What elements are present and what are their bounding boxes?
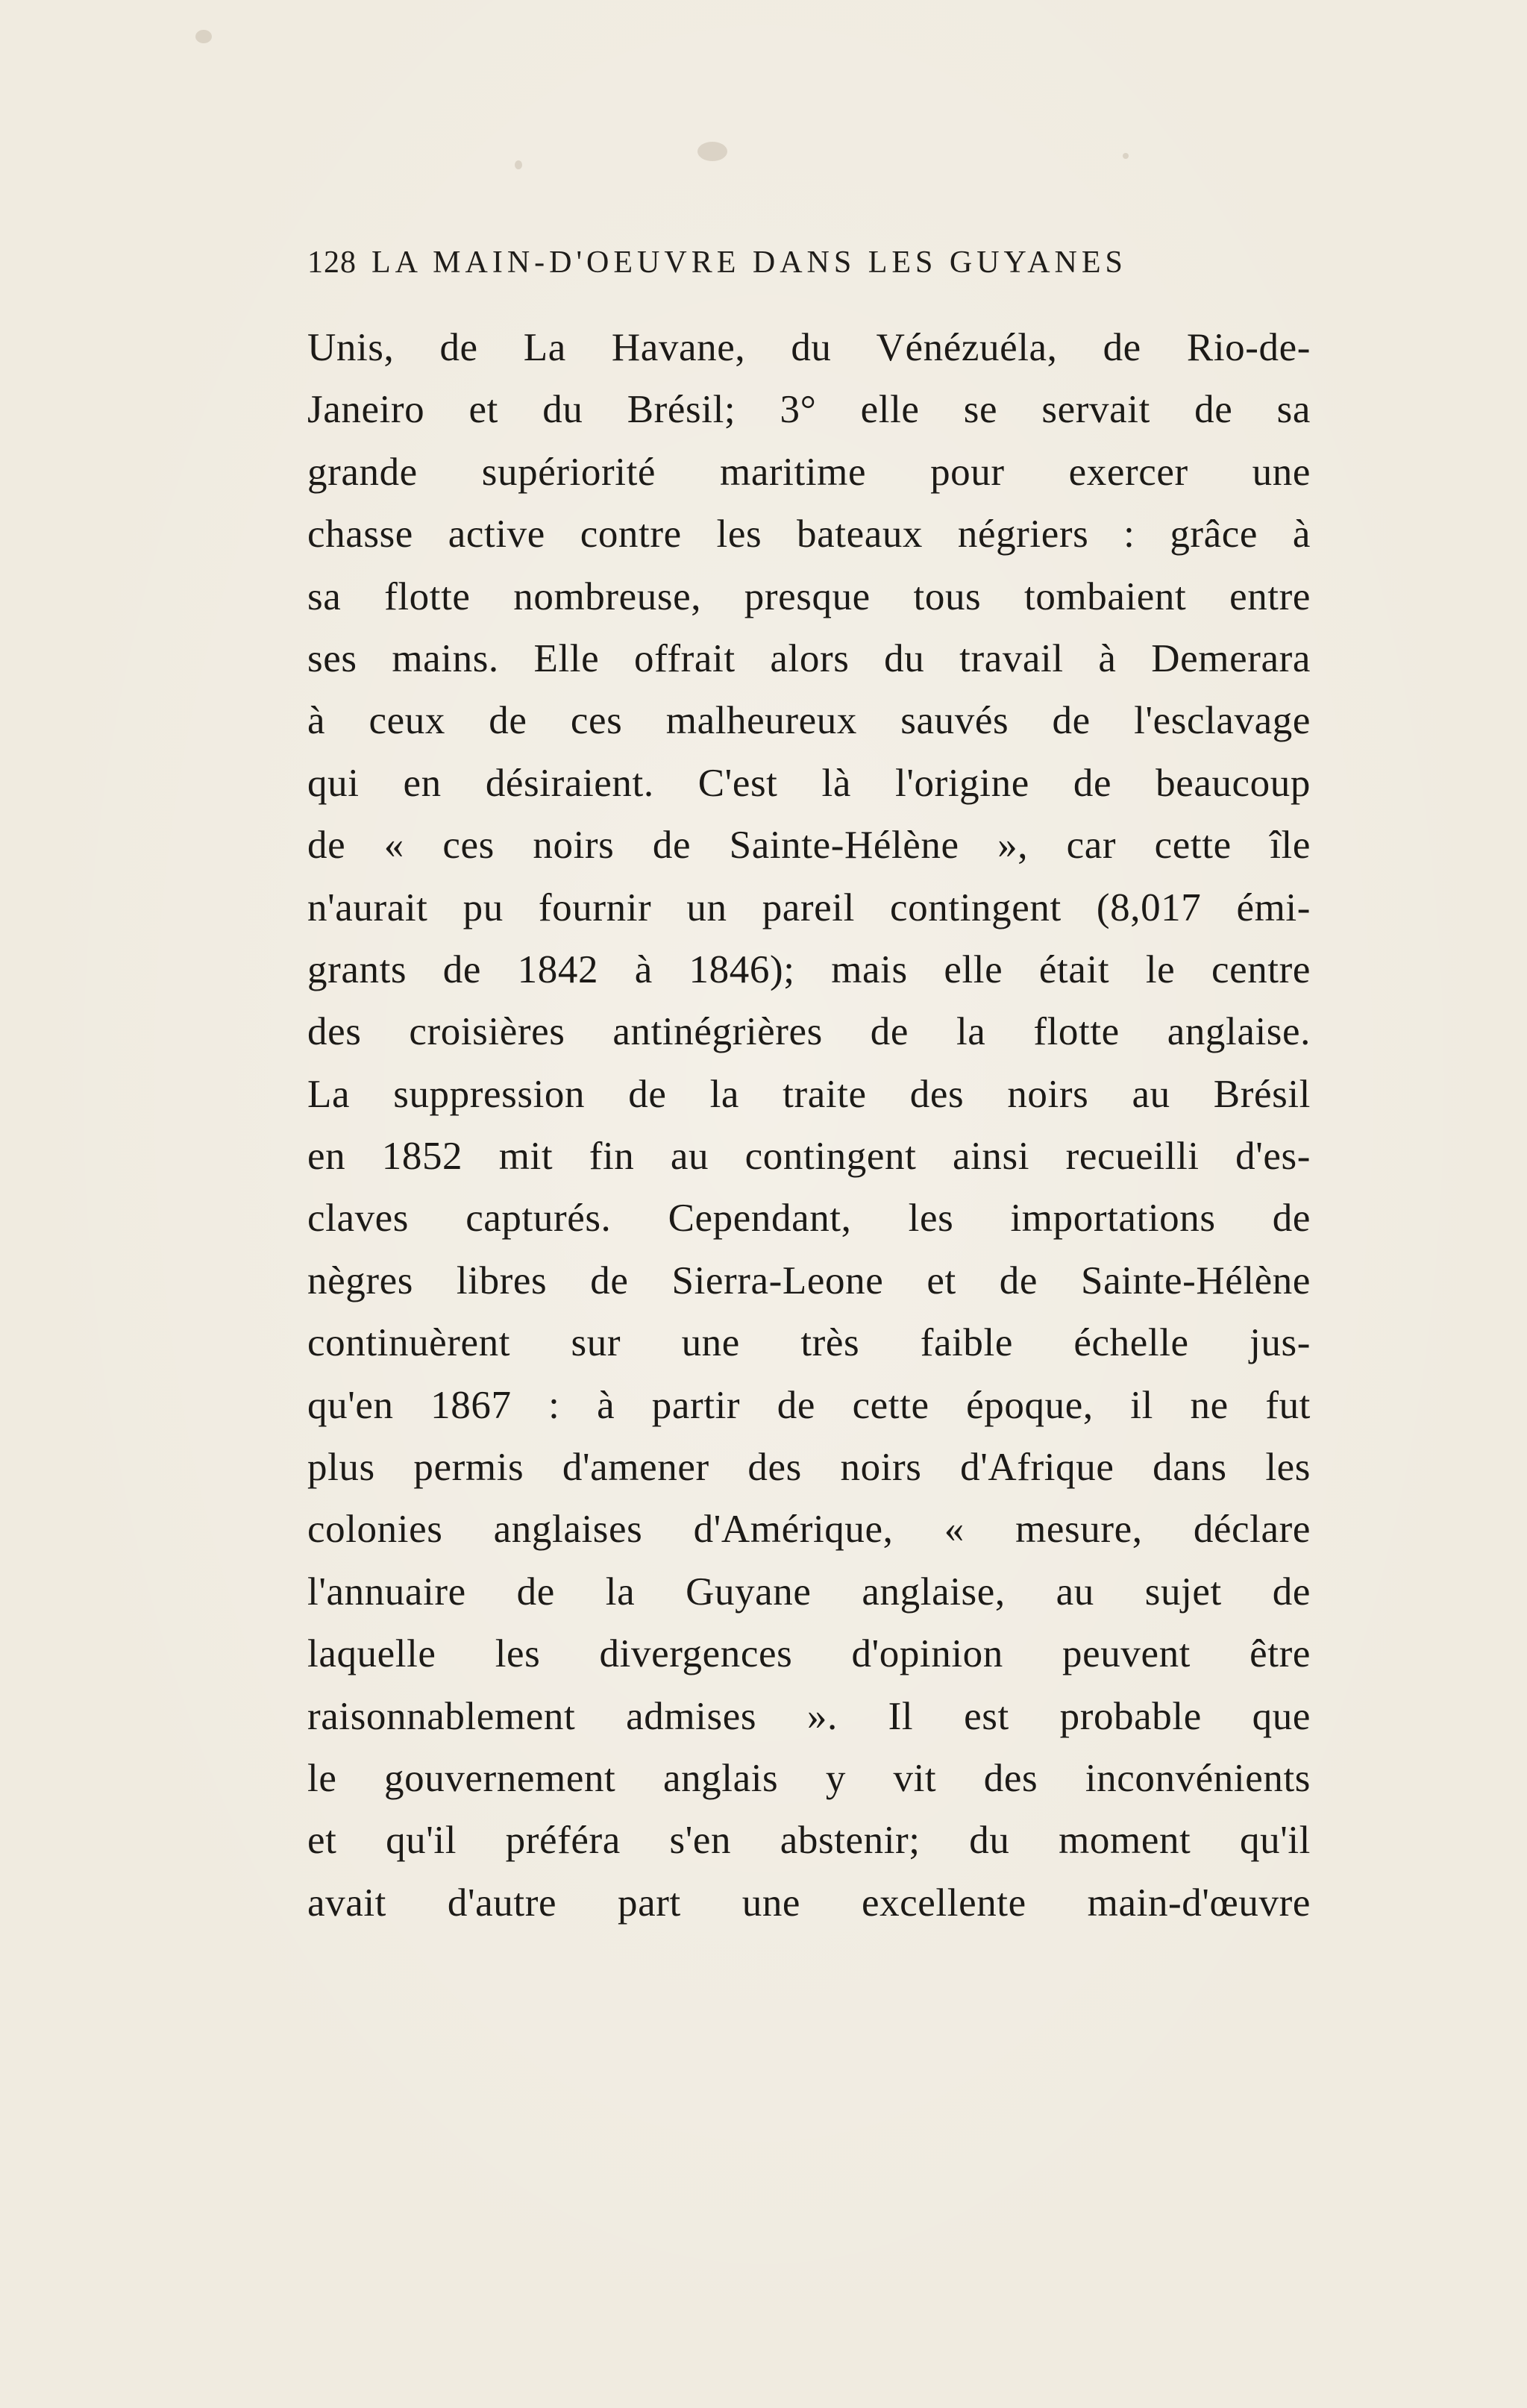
text-line: Janeiro et du Brésil; 3° elle se servait de sa xyxy=(307,388,1311,432)
text-line: colonies anglaises d'Amérique, « mesure, déclare xyxy=(307,1508,1311,1552)
text-line: plus permis d'amener des noirs d'Afrique dans les xyxy=(307,1446,1311,1490)
text-line: de « ces noirs de Sainte-Hélène », car cette île xyxy=(307,824,1311,868)
text-line: chasse active contre les bateaux négriers : grâce à xyxy=(307,512,1311,556)
text-line: qui en désiraient. C'est là l'origine de beaucoup xyxy=(307,761,1311,805)
text-line: à ceux de ces malheureux sauvés de l'esclavage xyxy=(307,699,1311,743)
paper-speck xyxy=(697,142,727,161)
text-line: Unis, de La Havane, du Vénézuéla, de Rio-de- xyxy=(307,326,1311,369)
text-line: qu'en 1867 : à partir de cette époque, il ne fut xyxy=(307,1383,1311,1427)
running-head-title: LA MAIN-D'OEUVRE DANS LES GUYANES xyxy=(371,245,1127,280)
paper-speck xyxy=(1123,153,1129,159)
text-line: La suppression de la traite des noirs au Brésil xyxy=(307,1072,1311,1116)
text-line: des croisières antinégrières de la flotte anglaise. xyxy=(307,1010,1311,1054)
text-line: avait d'autre part une excellente main-d'œuvre xyxy=(307,1881,1311,1925)
text-line: raisonnablement admises ». Il est probable que xyxy=(307,1694,1311,1738)
page-number: 128 xyxy=(307,245,357,280)
paper-speck xyxy=(515,160,522,169)
body-text xyxy=(307,317,1311,1934)
running-head xyxy=(307,245,1307,280)
paper-speck xyxy=(195,30,212,43)
text-line: et qu'il préféra s'en abstenir; du moment qu'il xyxy=(307,1819,1311,1863)
text-line: nègres libres de Sierra-Leone et de Sainte-Hélène xyxy=(307,1258,1311,1302)
text-line: le gouvernement anglais y vit des inconvénients xyxy=(307,1756,1311,1800)
text-line: en 1852 mit fin au contingent ainsi recueilli d'es- xyxy=(307,1135,1311,1179)
text-line: l'annuaire de la Guyane anglaise, au sujet de xyxy=(307,1570,1311,1614)
text-line: grande supériorité maritime pour exercer une xyxy=(307,450,1311,494)
text-line: continuèrent sur une très faible échelle jus- xyxy=(307,1321,1311,1365)
text-line: ses mains. Elle offrait alors du travail à Demerara xyxy=(307,636,1311,680)
text-line: grants de 1842 à 1846); mais elle était le centre xyxy=(307,947,1311,991)
text-line: claves capturés. Cependant, les importations de xyxy=(307,1197,1311,1241)
text-line: sa flotte nombreuse, presque tous tombaient entre xyxy=(307,574,1311,618)
text-line: n'aurait pu fournir un pareil contingent (8,017 émi- xyxy=(307,885,1311,929)
text-line: laquelle les divergences d'opinion peuvent être xyxy=(307,1632,1311,1676)
